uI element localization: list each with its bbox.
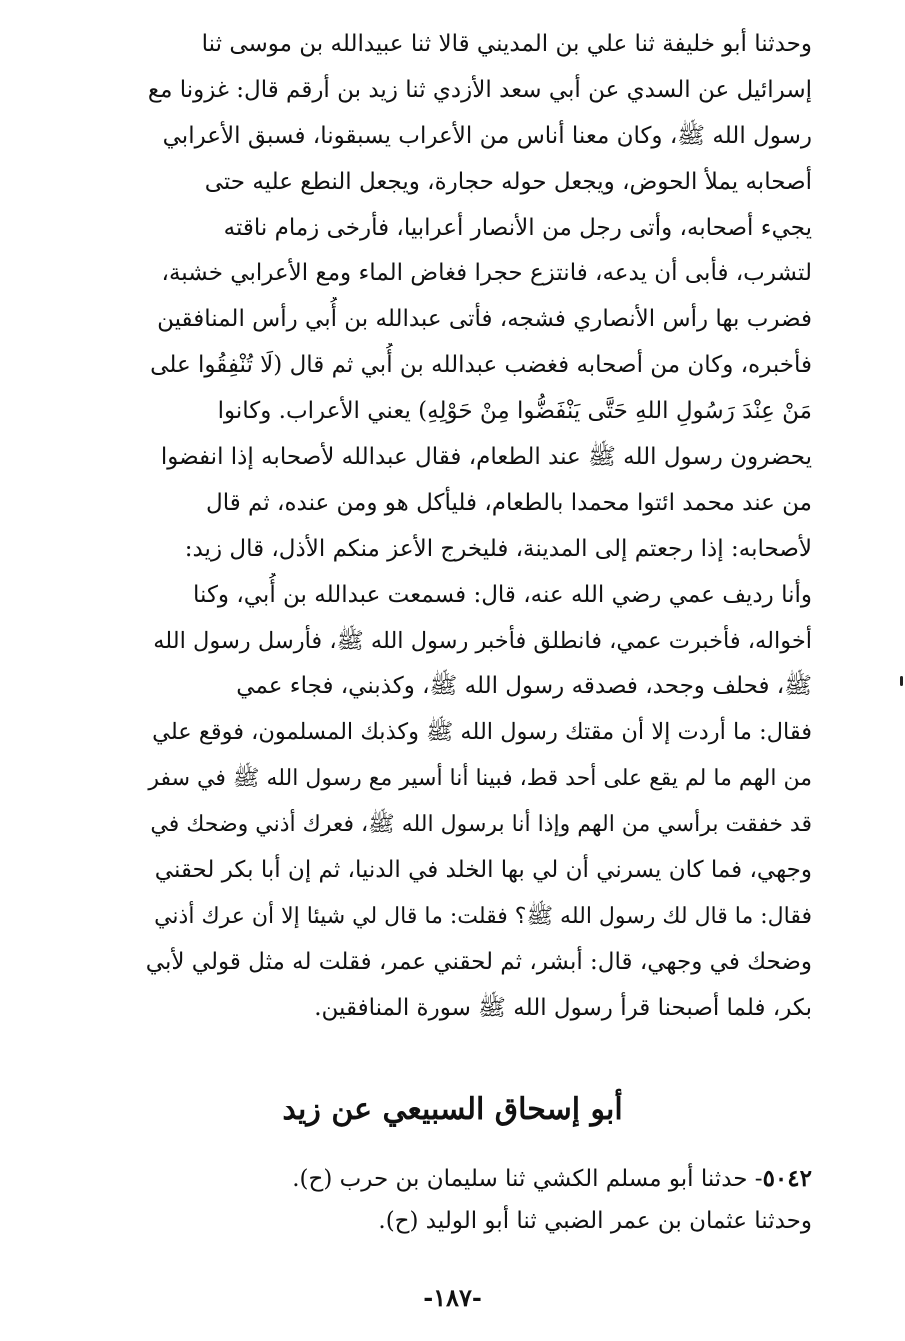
text-line: وأنا رديف عمي رضي الله عنه، قال: فسمعت عبدالله بن أُبي، وكنا xyxy=(193,581,812,608)
text-line: وحدثنا أبو خليفة ثنا علي بن المديني قالا ثنا عبيدالله بن موسى ثنا xyxy=(201,31,812,57)
text-line: فأخبره، وكان من أصحابه فغضب عبدالله بن أُبي ثم قال (لَا تُنْفِقُوا على xyxy=(150,352,812,379)
text-line: لتشرب، فأبى أن يدعه، فانتزع حجرا فغاض الماء ومع الأعرابي خشبة، xyxy=(161,260,812,287)
text-line: بكر، فلما أصبحنا قرأ رسول الله ﷺ سورة المنافقين. xyxy=(314,994,812,1021)
text-line: رسول الله ﷺ، وكان معنا أناس من الأعراب يسبقونا، فسبق الأعرابي xyxy=(162,122,812,149)
text-line: قد خفقت برأسي من الهم وإذا أنا برسول الله ﷺ، فعرك أذني وضحك في xyxy=(150,812,812,838)
text-line: أخواله، فأخبرت عمي، فانطلق فأخبر رسول الله ﷺ، فأرسل رسول الله xyxy=(153,627,812,654)
text-line: يجيء أصحابه، وأتى رجل من الأنصار أعرابيا، فأرخى زمام ناقته xyxy=(223,214,812,241)
hadith-line-2: وحدثنا عثمان بن عمر الضبي ثنا أبو الوليد (ح). xyxy=(378,1208,812,1234)
hadith-line-1 xyxy=(140,1158,812,1200)
main-text-block xyxy=(140,22,812,1032)
text-line: فضرب بها رأس الأنصاري فشجه، فأتى عبدالله بن أُبي رأس المنافقين xyxy=(157,306,812,333)
text-line: فقال: ما قال لك رسول الله ﷺ؟ فقلت: ما قال لي شيئا إلا أن عرك أذني xyxy=(154,903,812,929)
text-line: يحضرون رسول الله ﷺ عند الطعام، فقال عبدالله لأصحابه إذا انفضوا xyxy=(160,444,812,471)
text-line: من عند محمد ائتوا محمدا بالطعام، فليأكل هو ومن عنده، ثم قال xyxy=(205,489,812,516)
hadith-number: ٥٠٤٢ xyxy=(762,1165,812,1192)
text-line: لأصحابه: إذا رجعتم إلى المدينة، فليخرج الأعز منكم الأذل، قال زيد: xyxy=(184,535,812,562)
page-number: -١٨٧- xyxy=(423,1283,482,1312)
margin-mark xyxy=(900,676,903,686)
text-line: إسرائيل عن السدي عن أبي سعد الأزدي ثنا زيد بن أرقم قال: غزونا مع xyxy=(147,76,812,103)
text-line: أصحابه يملأ الحوض، ويجعل حوله حجارة، ويجعل النطع عليه حتى xyxy=(204,168,812,195)
hadith-text-1: - حدثنا أبو مسلم الكشي ثنا سليمان بن حرب (ح). xyxy=(292,1166,763,1192)
text-line: من الهم ما لم يقع على أحد قط، فبينا أنا أسير مع رسول الله ﷺ في سفر xyxy=(148,766,812,792)
section-heading: أبو إسحاق السبيعي عن زيد xyxy=(282,1092,623,1127)
text-line: وجهي، فما كان يسرني أن لي بها الخلد في الدنيا، ثم إن أبا بكر لحقني xyxy=(154,857,812,884)
text-line: وضحك في وجهي، قال: أبشر، ثم لحقني عمر، فقلت له مثل قولي لأبي xyxy=(145,948,812,975)
text-line: فقال: ما أردت إلا أن مقتك رسول الله ﷺ وكذبك المسلمون، فوقع علي xyxy=(152,719,812,746)
text-line: ﷺ، فحلف وجحد، فصدقه رسول الله ﷺ، وكذبني، فجاء عمي xyxy=(236,673,812,700)
text-line: مَنْ عِنْدَ رَسُولِ اللهِ حَتَّى يَنْفَضُّوا مِنْ حَوْلِهِ) يعني الأعراب. وكانوا xyxy=(217,398,812,425)
hadith-entry xyxy=(140,1158,812,1242)
